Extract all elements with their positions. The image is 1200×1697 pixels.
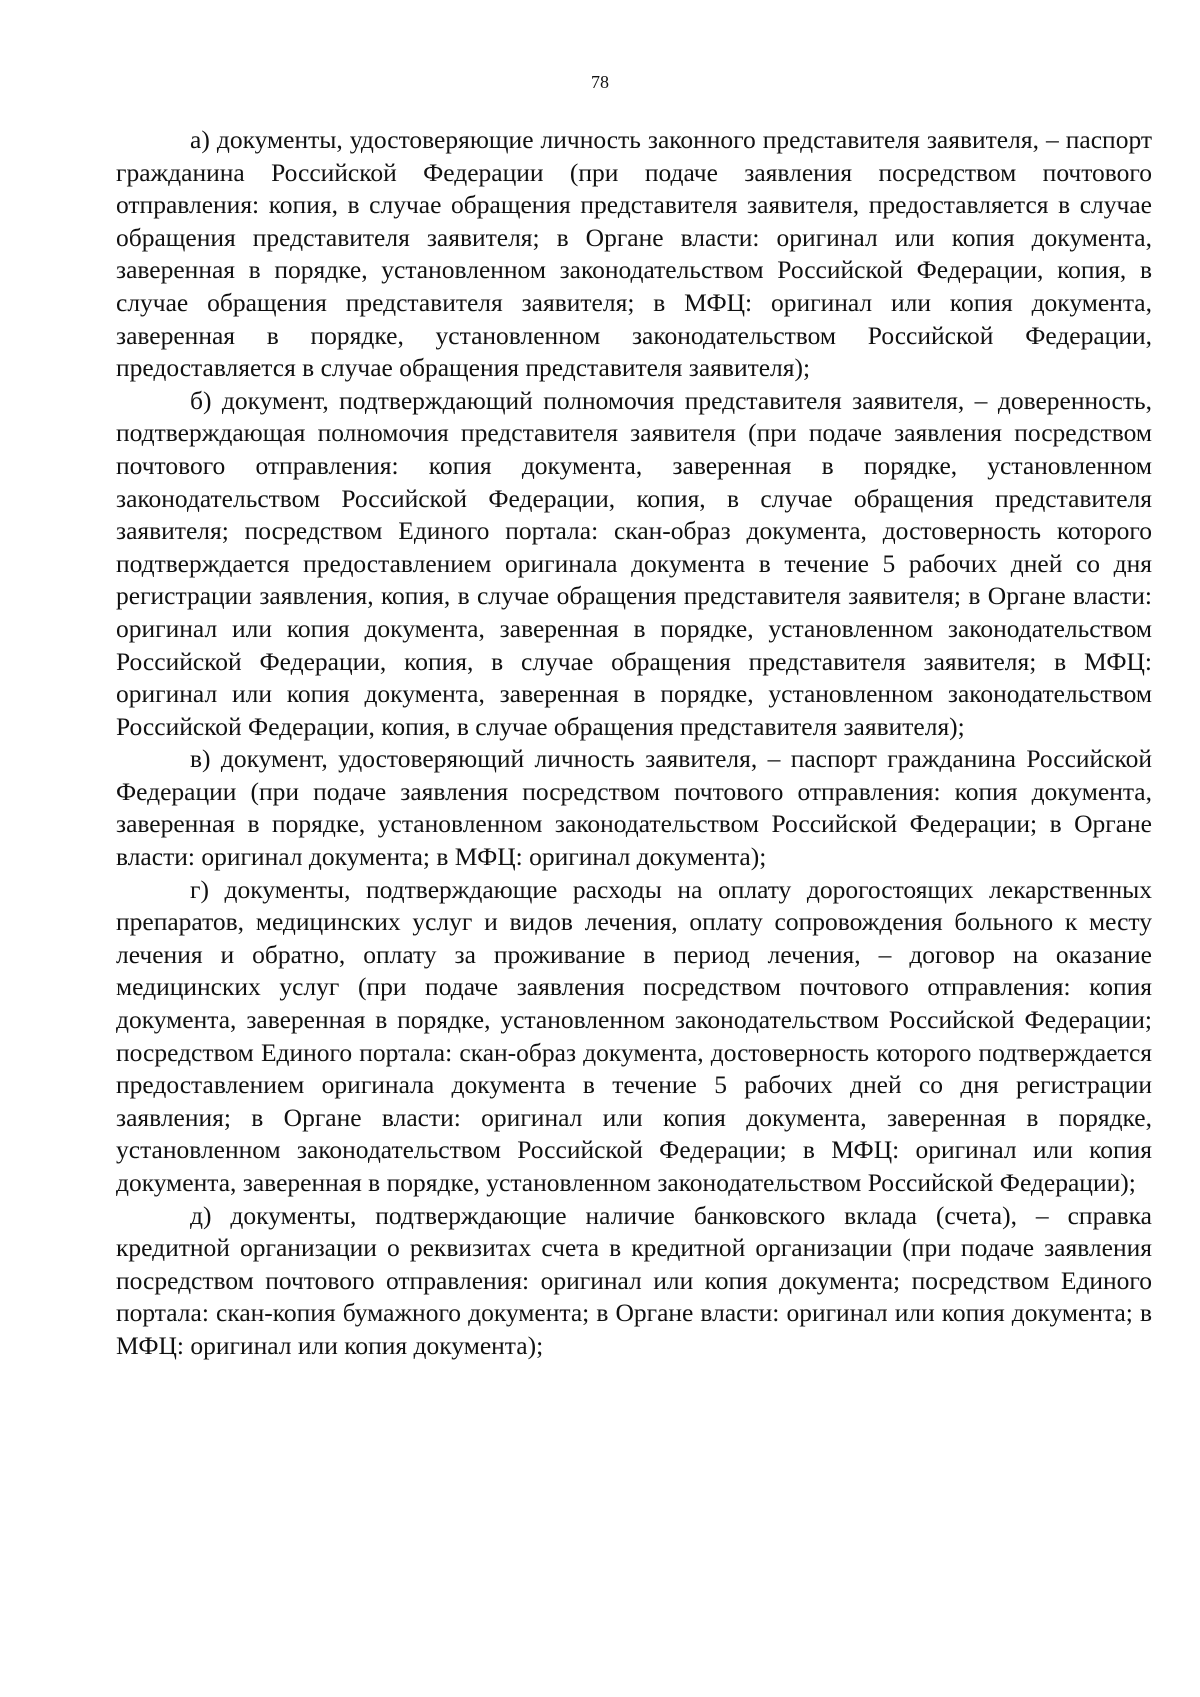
page-number: 78 bbox=[591, 72, 609, 92]
paragraph-a: а) документы, удостоверяющие личность законного представителя заявителя, – паспорт гражданина Российской Федерации (при подаче заявления посредством почтового отправления: копия, в случае обращения представителя заявителя, предоставляется в случае обращения представителя заявителя; в Органе власти: оригинал или копия документа, заверенная в порядке, установленном законодательством Российской Федерации, копия, в случае обращения представителя заявителя; в МФЦ: оригинал или копия документа, заверенная в порядке, установленном законодательством Российской Федерации, предоставляется в случае обращения представителя заявителя); bbox=[116, 125, 1152, 383]
paragraph-b: б) документ, подтверждающий полномочия представителя заявителя, – доверенность, подтверждающая полномочия представителя заявителя (при подаче заявления посредством почтового отправления: копия документа, заверенная в порядке, установленном законодательством Российской Федерации, копия, в случае обращения представителя заявителя; посредством Единого портала: скан-образ документа, достоверность которого подтверждается предоставлением оригинала документа в течение 5 рабочих дней со дня регистрации заявления, копия, в случае обращения представителя заявителя; в Органе власти: оригинал или копия документа, заверенная в порядке, установленном законодательством Российской Федерации, копия, в случае обращения представителя заявителя; в МФЦ: оригинал или копия документа, заверенная в порядке, установленном законодательством Российской Федерации, копия, в случае обращения представителя заявителя); bbox=[116, 385, 1152, 741]
document-body bbox=[116, 124, 1152, 1363]
paragraph-v: в) документ, удостоверяющий личность заявителя, – паспорт гражданина Российской Федерации (при подаче заявления посредством почтового отправления: копия документа, заверенная в порядке, установленном законодательством Российской Федерации; в Органе власти: оригинал документа; в МФЦ: оригинал документа); bbox=[116, 744, 1152, 872]
paragraph-d: д) документы, подтверждающие наличие банковского вклада (счета), – справка кредитной организации о реквизитах счета в кредитной организации (при подаче заявления посредством почтового отправления: оригинал или копия документа; посредством Единого портала: скан-копия бумажного документа; в Органе власти: оригинал или копия документа; в МФЦ: оригинал или копия документа); bbox=[116, 1200, 1152, 1360]
paragraph-g: г) документы, подтверждающие расходы на оплату дорогостоящих лекарственных препаратов, медицинских услуг и видов лечения, оплату сопровождения больного к месту лечения и обратно, оплату за проживание в период лечения, – договор на оказание медицинских услуг (при подаче заявления посредством почтового отправления: копия документа, заверенная в порядке, установленном законодательством Российской Федерации; посредством Единого портала: скан-образ документа, достоверность которого подтверждается предоставлением оригинала документа в течение 5 рабочих дней со дня регистрации заявления; в Органе власти: оригинал или копия документа, заверенная в порядке, установленном законодательством Российской Федерации; в МФЦ: оригинал или копия документа, заверенная в порядке, установленном законодательством Российской Федерации); bbox=[116, 874, 1152, 1197]
